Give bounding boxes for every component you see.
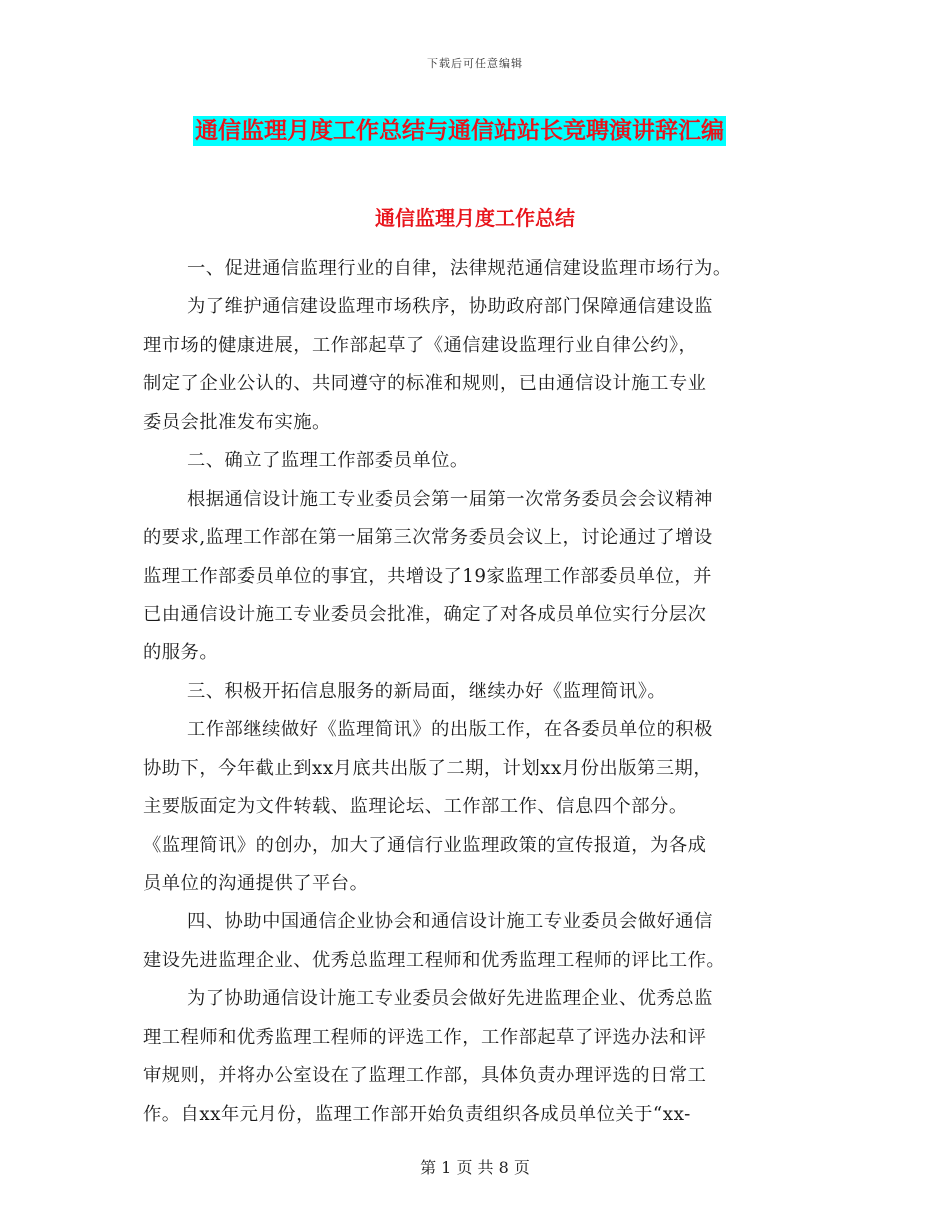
paragraph-line: 建设先进监理企业、优秀总监理工程师和优秀监理工程师的评比工作。 <box>143 949 726 971</box>
paragraph-line: 为了协助通信设计施工专业委员会做好先进监理企业、优秀总监 <box>187 988 713 1010</box>
paragraph-line: 理工程师和优秀监理工程师的评选工作，工作部起草了评选办法和评 <box>143 1026 707 1048</box>
paragraph-line: 审规则，并将办公室设在了监理工作部，具体负责办理评选的日常工 <box>143 1065 707 1087</box>
paragraph-line: 根据通信设计施工专业委员会第一届第一次常务委员会会议精神 <box>187 488 713 510</box>
paragraph-line: 的服务。 <box>143 642 219 664</box>
paragraph-line: 的要求,监理工作部在第一届第三次常务委员会议上，讨论通过了增设 <box>143 527 713 549</box>
paragraph-line: 监理工作部委员单位的事宜，共增设了19家监理工作部委员单位，并 <box>143 565 712 587</box>
body-text <box>143 250 808 1134</box>
paragraph-line: 协助下，今年截止到xx月底共出版了二期，计划xx月份出版第三期， <box>143 757 713 779</box>
header-note: 下载后可任意编辑 <box>427 57 523 70</box>
paragraph-line: 一、促进通信监理行业的自律，法律规范通信建设监理市场行为。 <box>187 258 732 279</box>
paragraph-line: 制定了企业公认的、共同遵守的标准和规则，已由通信设计施工专业 <box>143 373 707 395</box>
paragraph-line: 委员会批准发布实施。 <box>143 411 331 433</box>
paragraph-line: 员单位的沟通提供了平台。 <box>143 873 369 894</box>
paragraph-line: 工作部继续做好《监理简讯》的出版工作，在各委员单位的积极 <box>187 719 713 741</box>
page-footer: 第 1 页 共 8 页 <box>420 1158 530 1177</box>
section-title: 通信监理月度工作总结 <box>375 206 575 230</box>
paragraph-line: 为了维护通信建设监理市场秩序，协助政府部门保障通信建设监 <box>187 296 713 318</box>
paragraph-line: 二、确立了监理工作部委员单位。 <box>187 450 469 472</box>
paragraph-line: 理市场的健康进展，工作部起草了《通信建设监理行业自律公约》， <box>143 334 698 356</box>
paragraph-line: 已由通信设计施工专业委员会批准，确定了对各成员单位实行分层次 <box>143 603 707 625</box>
paragraph-line: 《监理简讯》的创办，加大了通信行业监理政策的宣传报道，为各成 <box>143 834 707 856</box>
paragraph-line: 主要版面定为文件转载、监理论坛、工作部工作、信息四个部分。 <box>143 796 688 818</box>
paragraph-line: 四、协助中国通信企业协会和通信设计施工专业委员会做好通信 <box>187 911 713 933</box>
document-main-title: 通信监理月度工作总结与通信站站长竞聘演讲辞汇编 <box>195 117 724 144</box>
paragraph-line: 三、积极开拓信息服务的新局面，继续办好《监理简讯》。 <box>187 680 667 702</box>
paragraph-line: 作。自xx年元月份，监理工作部开始负责组织各成员单位关于“xx- <box>143 1103 691 1125</box>
